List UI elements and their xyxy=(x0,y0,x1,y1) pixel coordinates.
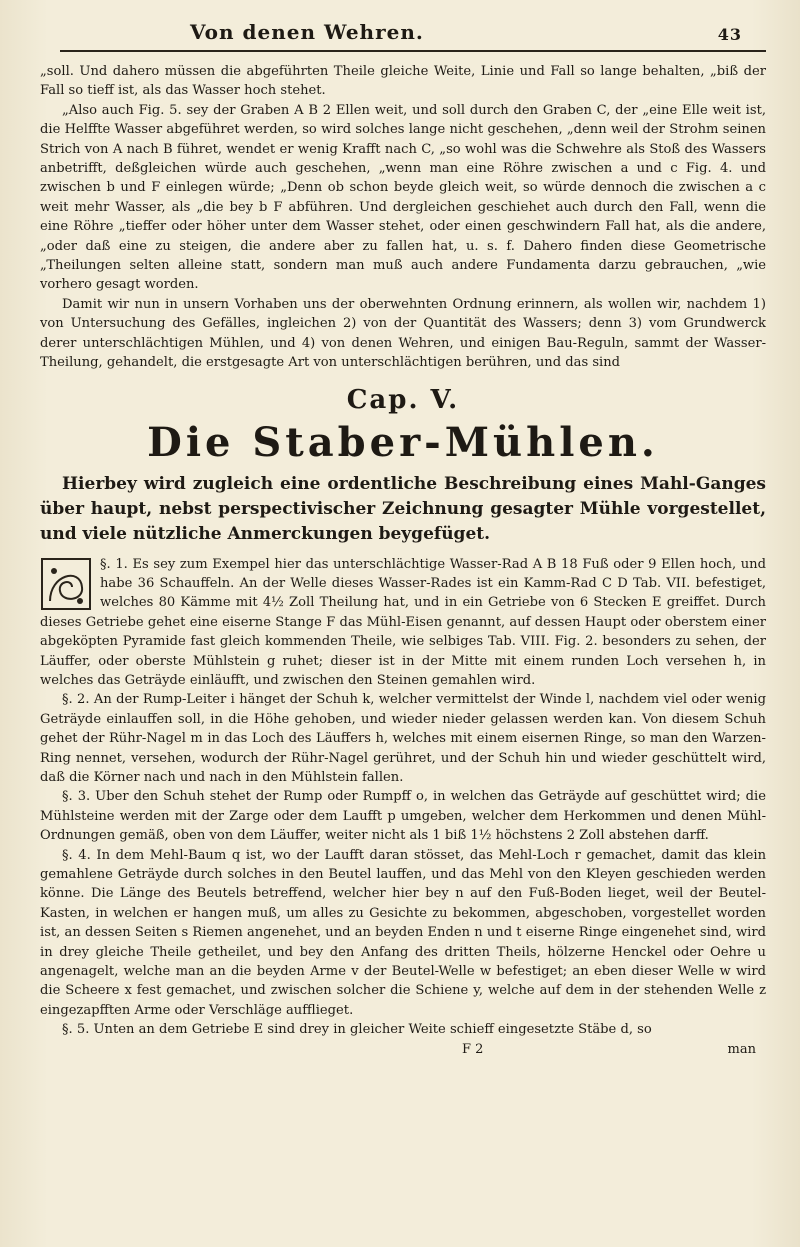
section-4: §. 4. In dem Mehl-Baum q ist, wo der Laufft daran stösset, das Mehl-Loch r gemachet, damit das klein gemahlene Geträyde durch solches in den Beutel lauffen, und das Mehl von den Kleyen geschieden werden könne. Die Länge des Beutels betreffend, welcher hier bey n auf den Fuß-Boden lieget, weil der Beutel-Kasten, in welchen er hangen muß, um alles zu Gesichte zu bekommen, abgeschoben, vorgestellet worden ist, an dessen Seiten s Riemen angenehet, und an beyden Enden n und t eiserne Ringe eingenehet sind, wird in drey gleiche Theile getheilet, und bey den Anfang des dritten Theils, hölzerne Henckel oder Oehre u angenagelt, welche man an die beyden Arme v der Beutel-Welle w befestiget; an eben dieser Welle w wird die Scheere x fest gemachet, und zwischen solcher die Schiene y, welche auf dem in der stehenden Welle z eingezapfften Arme oder Verschläge aufflieget. xyxy=(40,847,766,1018)
paragraph-quote-2: „Also auch Fig. 5. sey der Graben A B 2 Ellen weit, und soll durch den Graben C, der „eine Elle weit ist, die Helffte Wasser abgeführet werden, so wird solches lange nicht geschehen, „denn weil der Strohm seinen Strich von A nach B führet, wendet er wenig Krafft nach C, „so wohl was die Schwehre als Stoß des Wassers anbetrifft, deßgleichen würde auch geschehen, „wenn man eine Röhre zwischen a und c Fig. 4. und zwischen b und F einlegen würde; „Denn ob schon beyde gleich weit, so würde dennoch die zwischen a c weit mehr Wasser, als „die bey b F abführen. Und dergleichen geschiehet auch durch den Fall, wenn die eine Röhre „tieffer oder höher unter dem Wasser stehet, oder einen geschwindern Fall hat, als die andere, „oder daß eine zu steigen, die andere aber zu fallen hat, u. s. f. Dahero finden diese Geometrische „Theilungen selten alleine statt, sondern man muß auch andere Fundamenta darzu gebrauchen, „wie vorhero gesagt worden. xyxy=(40,102,766,293)
chapter-summary: Hierbey wird zugleich eine ordentliche Beschreibung eines Mahl-Ganges über haupt, nebst perspectivischer Zeichnung gesagter Mühle vorgestellet, und viele nützliche Anmerckungen beygefüget. xyxy=(40,473,766,544)
page-number: 43 xyxy=(717,25,742,44)
section-5: §. 5. Unten an dem Getriebe E sind drey in gleicher Weite schieff eingesetzte Stäbe d, so xyxy=(62,1022,652,1038)
chapter-label: Cap. V. xyxy=(346,384,460,415)
page-header xyxy=(40,0,766,48)
signature-mark: F 2 xyxy=(461,1041,484,1057)
paragraph-transition: Damit wir nun in unsern Vorhaben uns der oberwehnten Ordnung erinnern, als wollen wir, nachdem 1) von Untersuchung des Gefälles, ingleichen 2) von der Quantität des Wassers; denn 3) vom Grundwerck derer unterschlächtigen Mühlen, und 4) von denen Wehren, und einigen Bau-Reguln, sammt der Wasser-Theilung, gehandelt, die erstgesagte Art von unterschlächtigen berühren, und das sind xyxy=(40,296,766,371)
section-1: §. 1. Es sey zum Exempel hier das unterschlächtige Wasser-Rad A B 18 Fuß oder 9 Ellen hoch, und habe 36 Schauffeln. An der Welle dieses Wasser-Rades ist ein Kamm-Rad C D Tab. VII. befestiget, welches 80 Kämme mit 4½ Zoll Theilung hat, und in ein Getriebe von 6 Stecken E greiffet. Durch dieses Getriebe gehet eine eiserne Stange F das Mühl-Eisen genannt, auf dessen Haupt oder oberstem einer abgeköpten Pyramide fast gleich kommenden Theile, wie selbiges Tab. VIII. Fig. 2. besonders zu sehen, der Läuffer, oder oberste Mühlstein g ruhet; dieser ist in der Mitte mit einem runden Loch versehen h, in welches das Geträyde einläufft, und zwischen den Steinen gemahlen wird. xyxy=(40,556,766,688)
page-footer xyxy=(40,1042,766,1057)
paragraph-quote-1: „soll. Und dahero müssen die abgeführten Theile gleiche Weite, Linie und Fall so lange behalten, „biß der Fall so tieff ist, als das Wasser hoch stehet. xyxy=(40,64,766,99)
ornamental-initial-icon xyxy=(40,557,92,611)
catchword: man xyxy=(727,1041,756,1057)
section-3: §. 3. Uber den Schuh stehet der Rump oder Rumpff o, in welchen das Geträyde auf geschüttet wird; die Mühlsteine werden mit der Zarge oder dem Laufft p umgeben, welcher dem Herkommen und denen Mühl-Ordnungen gemäß, oben von dem Läuffer, weiter nicht als 1 biß 1½ höchstens 2 Zoll abstehen darff. xyxy=(40,789,766,844)
header-rule xyxy=(60,50,766,52)
chapter-title: Die Staber-Mühlen. xyxy=(147,418,659,466)
section-2: §. 2. An der Rump-Leiter i hänget der Schuh k, welcher vermittelst der Winde l, nachdem viel oder wenig Geträyde einlauffen soll, in die Höhe gehoben, und wieder nieder gelassen werden kan. Von diesem Schuh gehet der Rühr-Nagel m in das Loch des Läuffers h, welches mit einem eisernen Ringe, so man den Warzen-Ring nennet, versehen, wodurch der Rühr-Nagel gerühret, und der Schuh hin und wieder geschüttelt wird, daß die Körner nach und nach in den Mühlstein fallen. xyxy=(40,692,766,785)
running-title: Von denen Wehren. xyxy=(190,20,424,44)
